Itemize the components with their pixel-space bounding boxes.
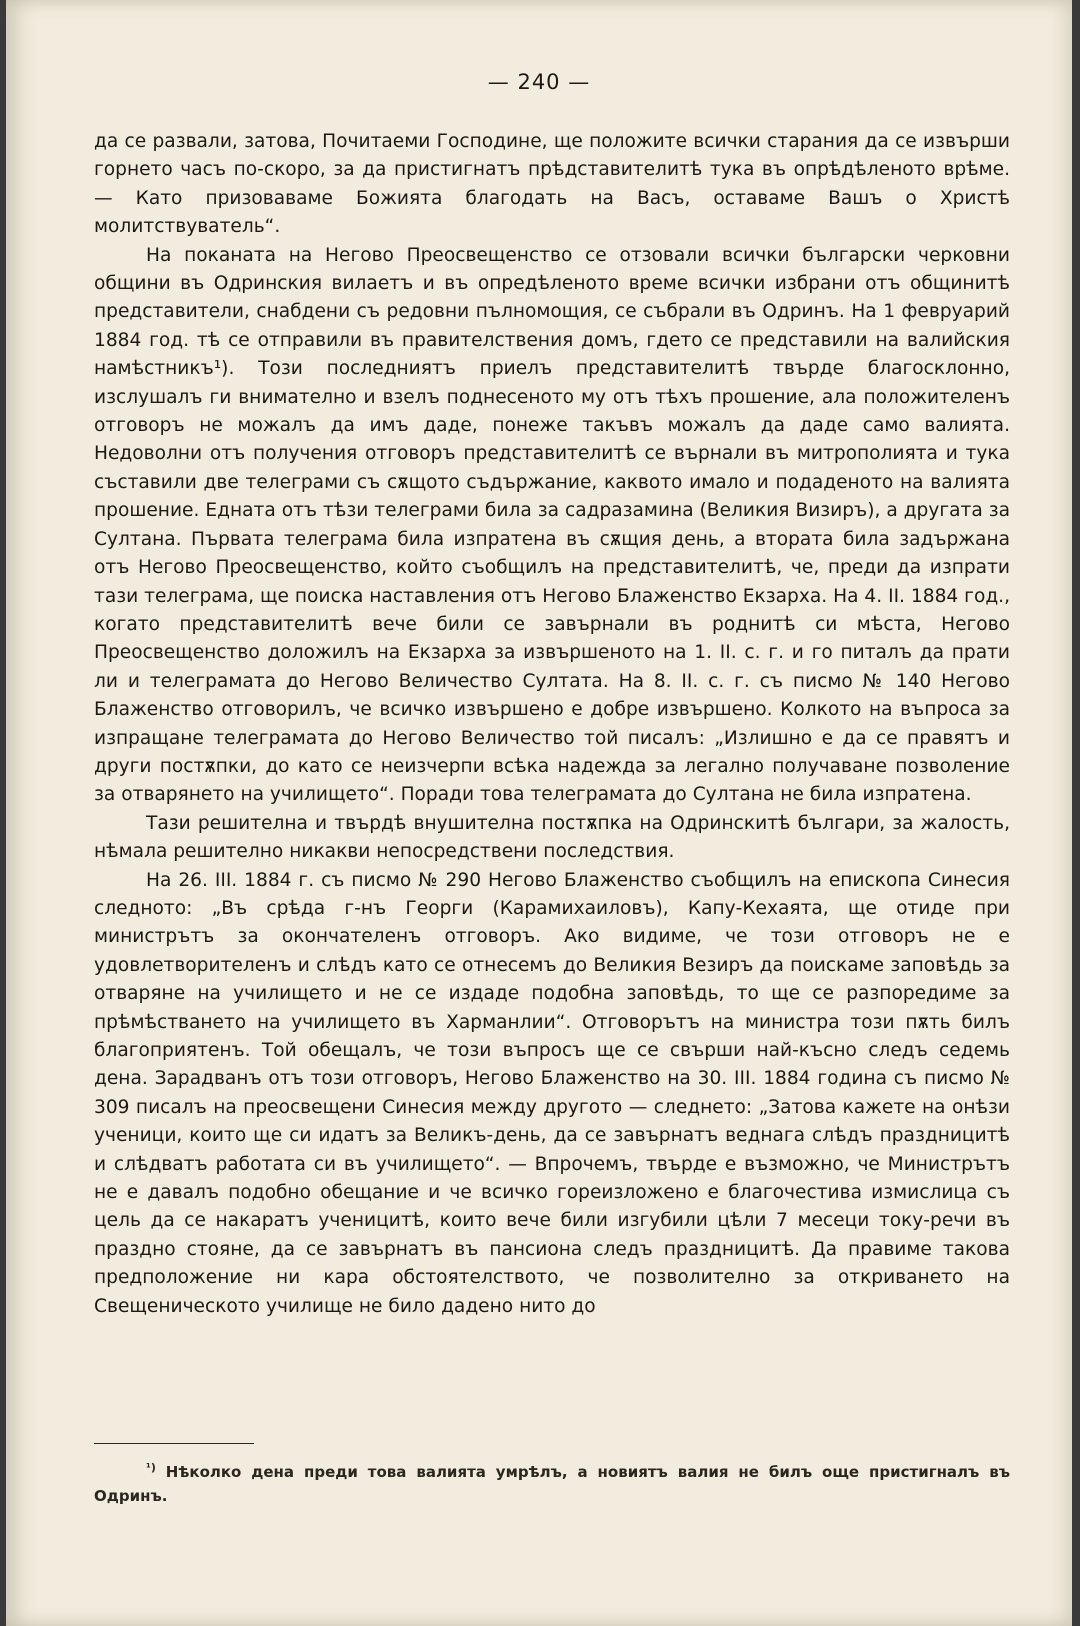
main-text (94, 128, 1010, 1321)
footnote-text: Нѣколко дена преди това валията умрѣлъ, а новиятъ валия не билъ още пристигналъ въ Одринъ. (94, 1463, 1010, 1505)
paragraph-consequences: Тази решителна и твърдѣ внушителна постѫпка на Одринскитѣ българи, за жалость, нѣмала решително никакви непосредствени последствия. (94, 812, 1010, 863)
footnote (94, 1456, 1010, 1508)
footnote-rule (94, 1443, 254, 1444)
paragraph-invitation-response: На поканата на Негово Преосвещенство се отзовали всички български черковни общини въ Одринския вилаетъ и въ опредѣленото време всички избрани отъ общинитѣ представители, снабдени съ редовни пълномощия, се събрали въ Одринъ. На 1 февруарий 1884 год. тѣ се отправили въ правителствения домъ, гдето се представили на валийския намѣстникъ¹). Този последниятъ приелъ представителитѣ твърде благосклонно, изслушалъ ги внимателно и взелъ поднесеното му отъ тѣхъ прошение, ала положителенъ отговоръ не можалъ да имъ даде, понеже такъвъ можалъ да даде само валията. Недоволни отъ получения отговоръ представителитѣ се върнали въ митрополията и тука съставили две телеграми съ сѫщото съдържание, каквото имало и подаденото на валията прошение. Едната отъ тѣзи телеграми била за садразамина (Великия Визиръ), а другата за Султана. Първата телеграма била изпратена въ сѫщия день, а втората била задържана отъ Негово Преосвещенство, който съобщилъ на представителитѣ, че, преди да изпрати тази телеграма, ще поиска наставления отъ Негово Блаженство Екзарха. На 4. II. 1884 год., когато представителитѣ вече били се завърнали въ роднитѣ си мѣста, Негово Преосвещенство доложилъ на Екзарха за извършеното на 1. II. с. г. и го питалъ да прати ли и телеграмата до Негово Величество Султата. На 8. II. с. г. съ писмо № 140 Негово Блаженство отговорилъ, че всичко извършено е добре извършено. Колкото на въпроса за изпращане телеграмата до Негово Величество той писалъ: „Излишно е да се правятъ и други постѫпки, до като се неизчерпи всѣка надежда за легално получаване позволение за отварянето на училището“. Поради това телеграмата до Султана не била изпратена. (94, 244, 1010, 806)
page-number: — 240 — (487, 70, 591, 94)
book-page (6, 0, 1072, 1626)
paragraph-continuation: да се развали, затова, Почитаеми Господине, ще положите всички старания да се извърши горнето часъ по-скоро, за да пристигнатъ прѣдставителитѣ тука въ опрѣдѣленото врѣме. — Като призоваваме Божията благодать на Васъ, оставаме Вашъ о Христѣ молитствуватель“. (94, 131, 1010, 238)
footnote-mark: ¹) (146, 1461, 156, 1474)
paragraph-letter-290: На 26. III. 1884 г. съ писмо № 290 Негово Блаженство съобщилъ на епископа Синесия следното: „Въ срѣда г-нъ Георги (Карамихаиловъ), Капу-Кехаята, ще отиде при министрътъ за окончателенъ отговоръ. Ако видиме, че този отговоръ не е удовлетворителенъ и слѣдъ като се отнесемъ до Великия Везиръ да поискаме заповѣдь за отваряне на училището и не се издаде подобна заповѣдь, то ще се разпоредиме за прѣмѣстването на училището въ Харманлии“. Отговорътъ на министра този пѫть билъ благоприятенъ. Той обещалъ, че този въпросъ ще се свърши най-късно следъ седемь дена. Зарадванъ отъ този отговоръ, Негово Блаженство на 30. III. 1884 година съ писмо № 309 писалъ на преосвещени Синесия между другото — следнето: „Затова кажете на онѣзи ученици, които ще си идатъ за Великъ-день, да се завърнатъ веднага слѣдъ праздницитѣ и слѣдватъ работата си въ училището“. — Впрочемъ, твърде е възможно, че Министрътъ не е давалъ подобно обещание и че всичко гореизложено е благочестива измислица съ цель да се накаратъ ученицитѣ, които вече били изгубили цѣли 7 месеци току-речи въ праздно стояне, да се завърнатъ въ пансиона следъ праздницитѣ. Да правиме такова предположение ни кара обстоятелството, че позволително за откриването на Свещеническото училище не било дадено нито до (94, 869, 1010, 1317)
